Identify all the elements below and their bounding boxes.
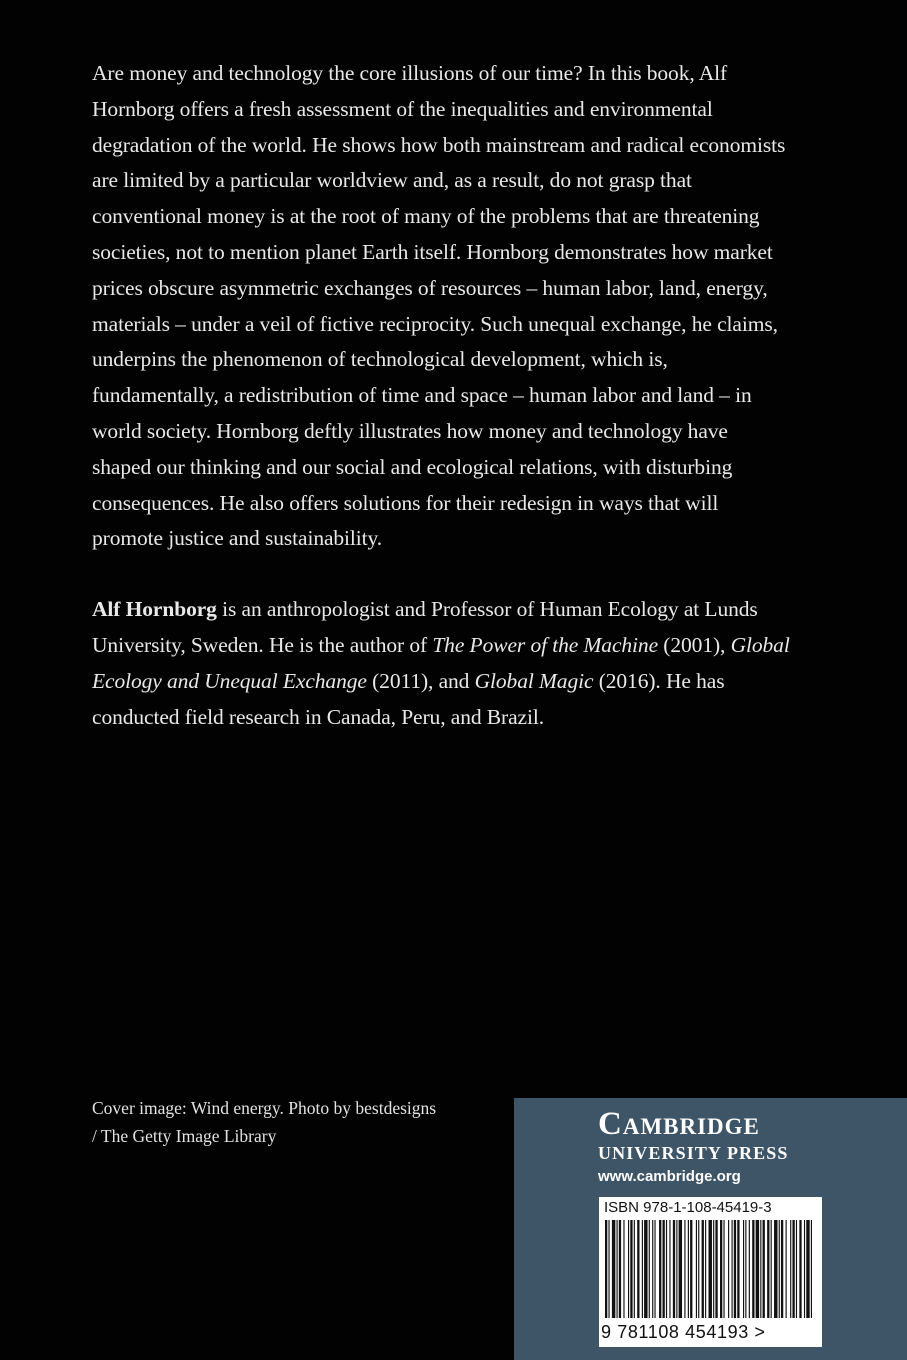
barcode-bar <box>728 1220 729 1318</box>
credit-line: / The Getty Image Library <box>92 1126 277 1146</box>
barcode-bar <box>628 1220 629 1318</box>
barcode-bar <box>619 1220 621 1318</box>
barcode-bar <box>811 1220 812 1318</box>
publisher-website: www.cambridge.org <box>598 1168 741 1185</box>
barcode-bar <box>608 1220 609 1318</box>
book-title: Global Magic <box>474 668 594 693</box>
barcode-bar <box>684 1220 685 1318</box>
description-paragraph: Are money and technology the core illusions of our time? In this book, Alf Hornborg offers a fresh assessment of the inequalities and environmental degradation of the world. He shows how both mainstream and radical economists are limited by a particular worldview and, as a result, do not grasp that conventional money is at the root of many of the problems that are threatening societies, not to mention planet Earth itself. Hornborg demonstrates how market prices obscure asymmetric exchanges of resources – human labor, land, energy, materials – under a veil of fictive reciprocity. Such unequal exchange, he claims, underpins the phenomenon of technological development, which is, fundamentally, a redistribution of time and space – human labor and land – in world society. Hornborg deftly illustrates how money and technology have shaped our thinking and our social and ecological relations, with disturbing consequences. He also offers solutions for their redesign in ways that will promote justice and sustainability. <box>92 61 786 551</box>
credit-line: Cover image: Wind energy. Photo by bestdesigns <box>92 1098 437 1118</box>
barcode-bar <box>605 1220 607 1318</box>
publisher-subname: UNIVERSITY PRESS <box>598 1143 789 1163</box>
barcode-bar <box>734 1220 736 1318</box>
publisher-panel <box>514 1098 907 1360</box>
barcode-bar <box>743 1220 744 1318</box>
barcode-bar <box>720 1220 722 1318</box>
author-name: Alf Hornborg <box>92 597 217 622</box>
barcode-bar <box>715 1220 717 1318</box>
barcode-bar <box>749 1220 750 1318</box>
barcode-bar <box>673 1220 675 1318</box>
bio-text: (2016). He has conducted field research in Canada, Peru, and Brazil. <box>92 668 725 729</box>
barcode-bar <box>732 1220 733 1318</box>
barcode-bar <box>663 1220 665 1318</box>
barcode-bar <box>630 1220 632 1318</box>
barcode-bar <box>705 1220 706 1318</box>
barcode-bar <box>745 1220 746 1318</box>
barcode-bar <box>756 1220 759 1318</box>
barcode-bar <box>644 1220 647 1318</box>
isbn-barcode <box>599 1197 822 1347</box>
barcode-bar <box>786 1220 787 1318</box>
barcode-bar <box>760 1220 761 1318</box>
barcode-bar <box>679 1220 682 1318</box>
barcode-bar <box>652 1220 653 1318</box>
barcode-bar <box>799 1220 801 1318</box>
barcode-bar <box>698 1220 699 1318</box>
barcode-bar <box>702 1220 704 1318</box>
cover-image-credit <box>92 1094 492 1150</box>
barcode-bar <box>637 1220 639 1318</box>
back-cover-blurb <box>92 56 792 735</box>
barcode-bar <box>792 1220 794 1318</box>
barcode-bar <box>617 1220 618 1318</box>
author-bio <box>92 592 792 735</box>
barcode-bar <box>774 1220 777 1318</box>
bio-text: (2011), and <box>366 668 475 693</box>
bio-text: is an anthropologist and Professor of Human Ecology at Lunds University, Sweden. He is the author of <box>92 597 758 657</box>
barcode-bar <box>806 1220 809 1318</box>
barcode-bar <box>713 1220 714 1318</box>
publisher-logo: Cambridge <box>598 1106 760 1142</box>
barcode-bar <box>669 1220 670 1318</box>
barcode-bar <box>654 1220 655 1318</box>
book-title: The Power of the Machine <box>432 632 659 657</box>
bio-text: (2001), <box>658 632 731 657</box>
barcode-bar <box>612 1220 615 1318</box>
barcode-bar <box>796 1220 797 1318</box>
barcode-bar <box>723 1220 724 1318</box>
barcode-bar <box>690 1220 692 1318</box>
barcode-bar <box>709 1220 712 1318</box>
isbn-label: ISBN 978-1-108-45419-3 <box>604 1199 772 1216</box>
barcode-bar <box>688 1220 689 1318</box>
barcode-bar <box>676 1220 677 1318</box>
barcode-bar <box>659 1220 661 1318</box>
barcode-bar <box>752 1220 754 1318</box>
barcode-bar <box>666 1220 667 1318</box>
book-title: Global Ecology and Unequal Exchange <box>92 632 790 693</box>
barcode-bar <box>623 1220 624 1318</box>
barcode-bar <box>634 1220 635 1318</box>
barcode-bar <box>781 1220 783 1318</box>
barcode-bar <box>696 1220 697 1318</box>
barcode-bar <box>779 1220 780 1318</box>
barcode-bar <box>649 1220 650 1318</box>
barcode-bar <box>804 1220 805 1318</box>
barcode-bar <box>767 1220 769 1318</box>
barcode-bar <box>771 1220 772 1318</box>
barcode-bar <box>737 1220 739 1318</box>
barcode-bars <box>603 1220 815 1320</box>
barcode-bar <box>642 1220 643 1318</box>
barcode-bar <box>763 1220 765 1318</box>
barcode-digits: 9 781108 454193 > <box>601 1322 766 1342</box>
barcode-bar <box>790 1220 791 1318</box>
